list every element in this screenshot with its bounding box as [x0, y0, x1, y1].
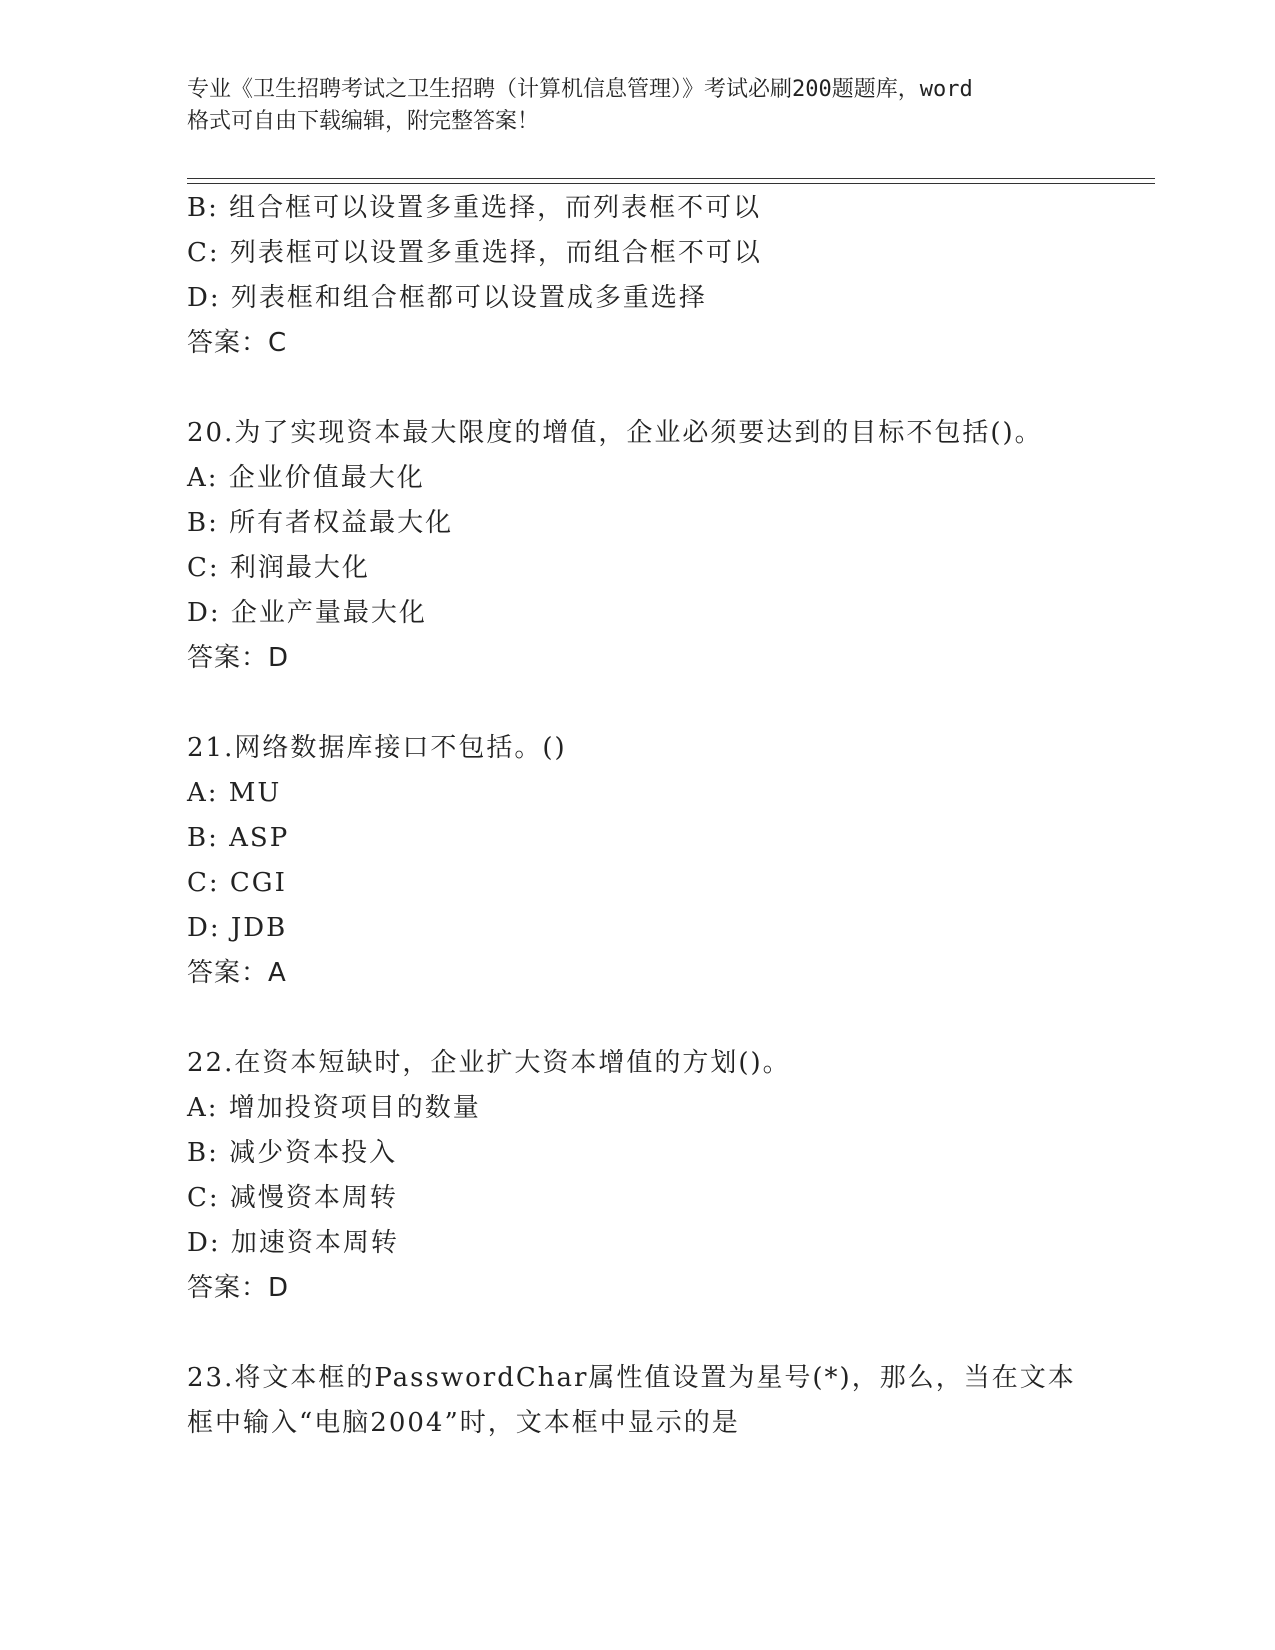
q21-option-a: A: MU: [187, 778, 282, 808]
q20-option-c: C: 利润最大化: [187, 553, 370, 583]
q19-option-c: C: 列表框可以设置多重选择，而组合框不可以: [187, 238, 762, 268]
header-title-line-2: 格式可自由下载编辑，附完整答案！: [187, 109, 540, 134]
q23-question-line-1: 23.将文本框的PasswordChar属性值设置为星号(*)，那么，当在文本: [187, 1363, 1076, 1393]
q22-option-a: A: 增加投资项目的数量: [187, 1093, 481, 1123]
q20-option-a: A: 企业价值最大化: [187, 463, 425, 493]
q21-answer: 答案：A: [187, 958, 287, 988]
header-divider-top: [187, 178, 1155, 179]
q21-option-d: D: JDB: [187, 913, 288, 943]
q19-answer: 答案：C: [187, 328, 288, 358]
q20-option-b: B: 所有者权益最大化: [187, 508, 454, 538]
q20-question: 20.为了实现资本最大限度的增值，企业必须要达到的目标不包括()。: [187, 418, 1043, 448]
q22-question: 22.在资本短缺时，企业扩大资本增值的方划()。: [187, 1048, 791, 1078]
q22-option-b: B: 减少资本投入: [187, 1138, 398, 1168]
q20-answer: 答案：D: [187, 643, 290, 673]
q21-question: 21.网络数据库接口不包括。(): [187, 733, 567, 763]
header-divider-bottom: [187, 183, 1155, 184]
q22-answer: 答案：D: [187, 1273, 290, 1303]
document-header: [187, 74, 1087, 138]
q19-option-d: D: 列表框和组合框都可以设置成多重选择: [187, 283, 707, 313]
q22-option-d: D: 加速资本周转: [187, 1228, 399, 1258]
q19-option-b: B: 组合框可以设置多重选择，而列表框不可以: [187, 193, 762, 223]
q22-option-c: C: 减慢资本周转: [187, 1183, 398, 1213]
q21-option-b: B: ASP: [187, 823, 290, 853]
q23-question-line-2: 框中输入“电脑2004”时，文本框中显示的是: [187, 1408, 740, 1438]
q20-option-d: D: 企业产量最大化: [187, 598, 427, 628]
header-title-line-1: 专业《卫生招聘考试之卫生招聘（计算机信息管理）》考试必刷200题题库，word: [187, 77, 973, 102]
q21-option-c: C: CGI: [187, 868, 287, 898]
